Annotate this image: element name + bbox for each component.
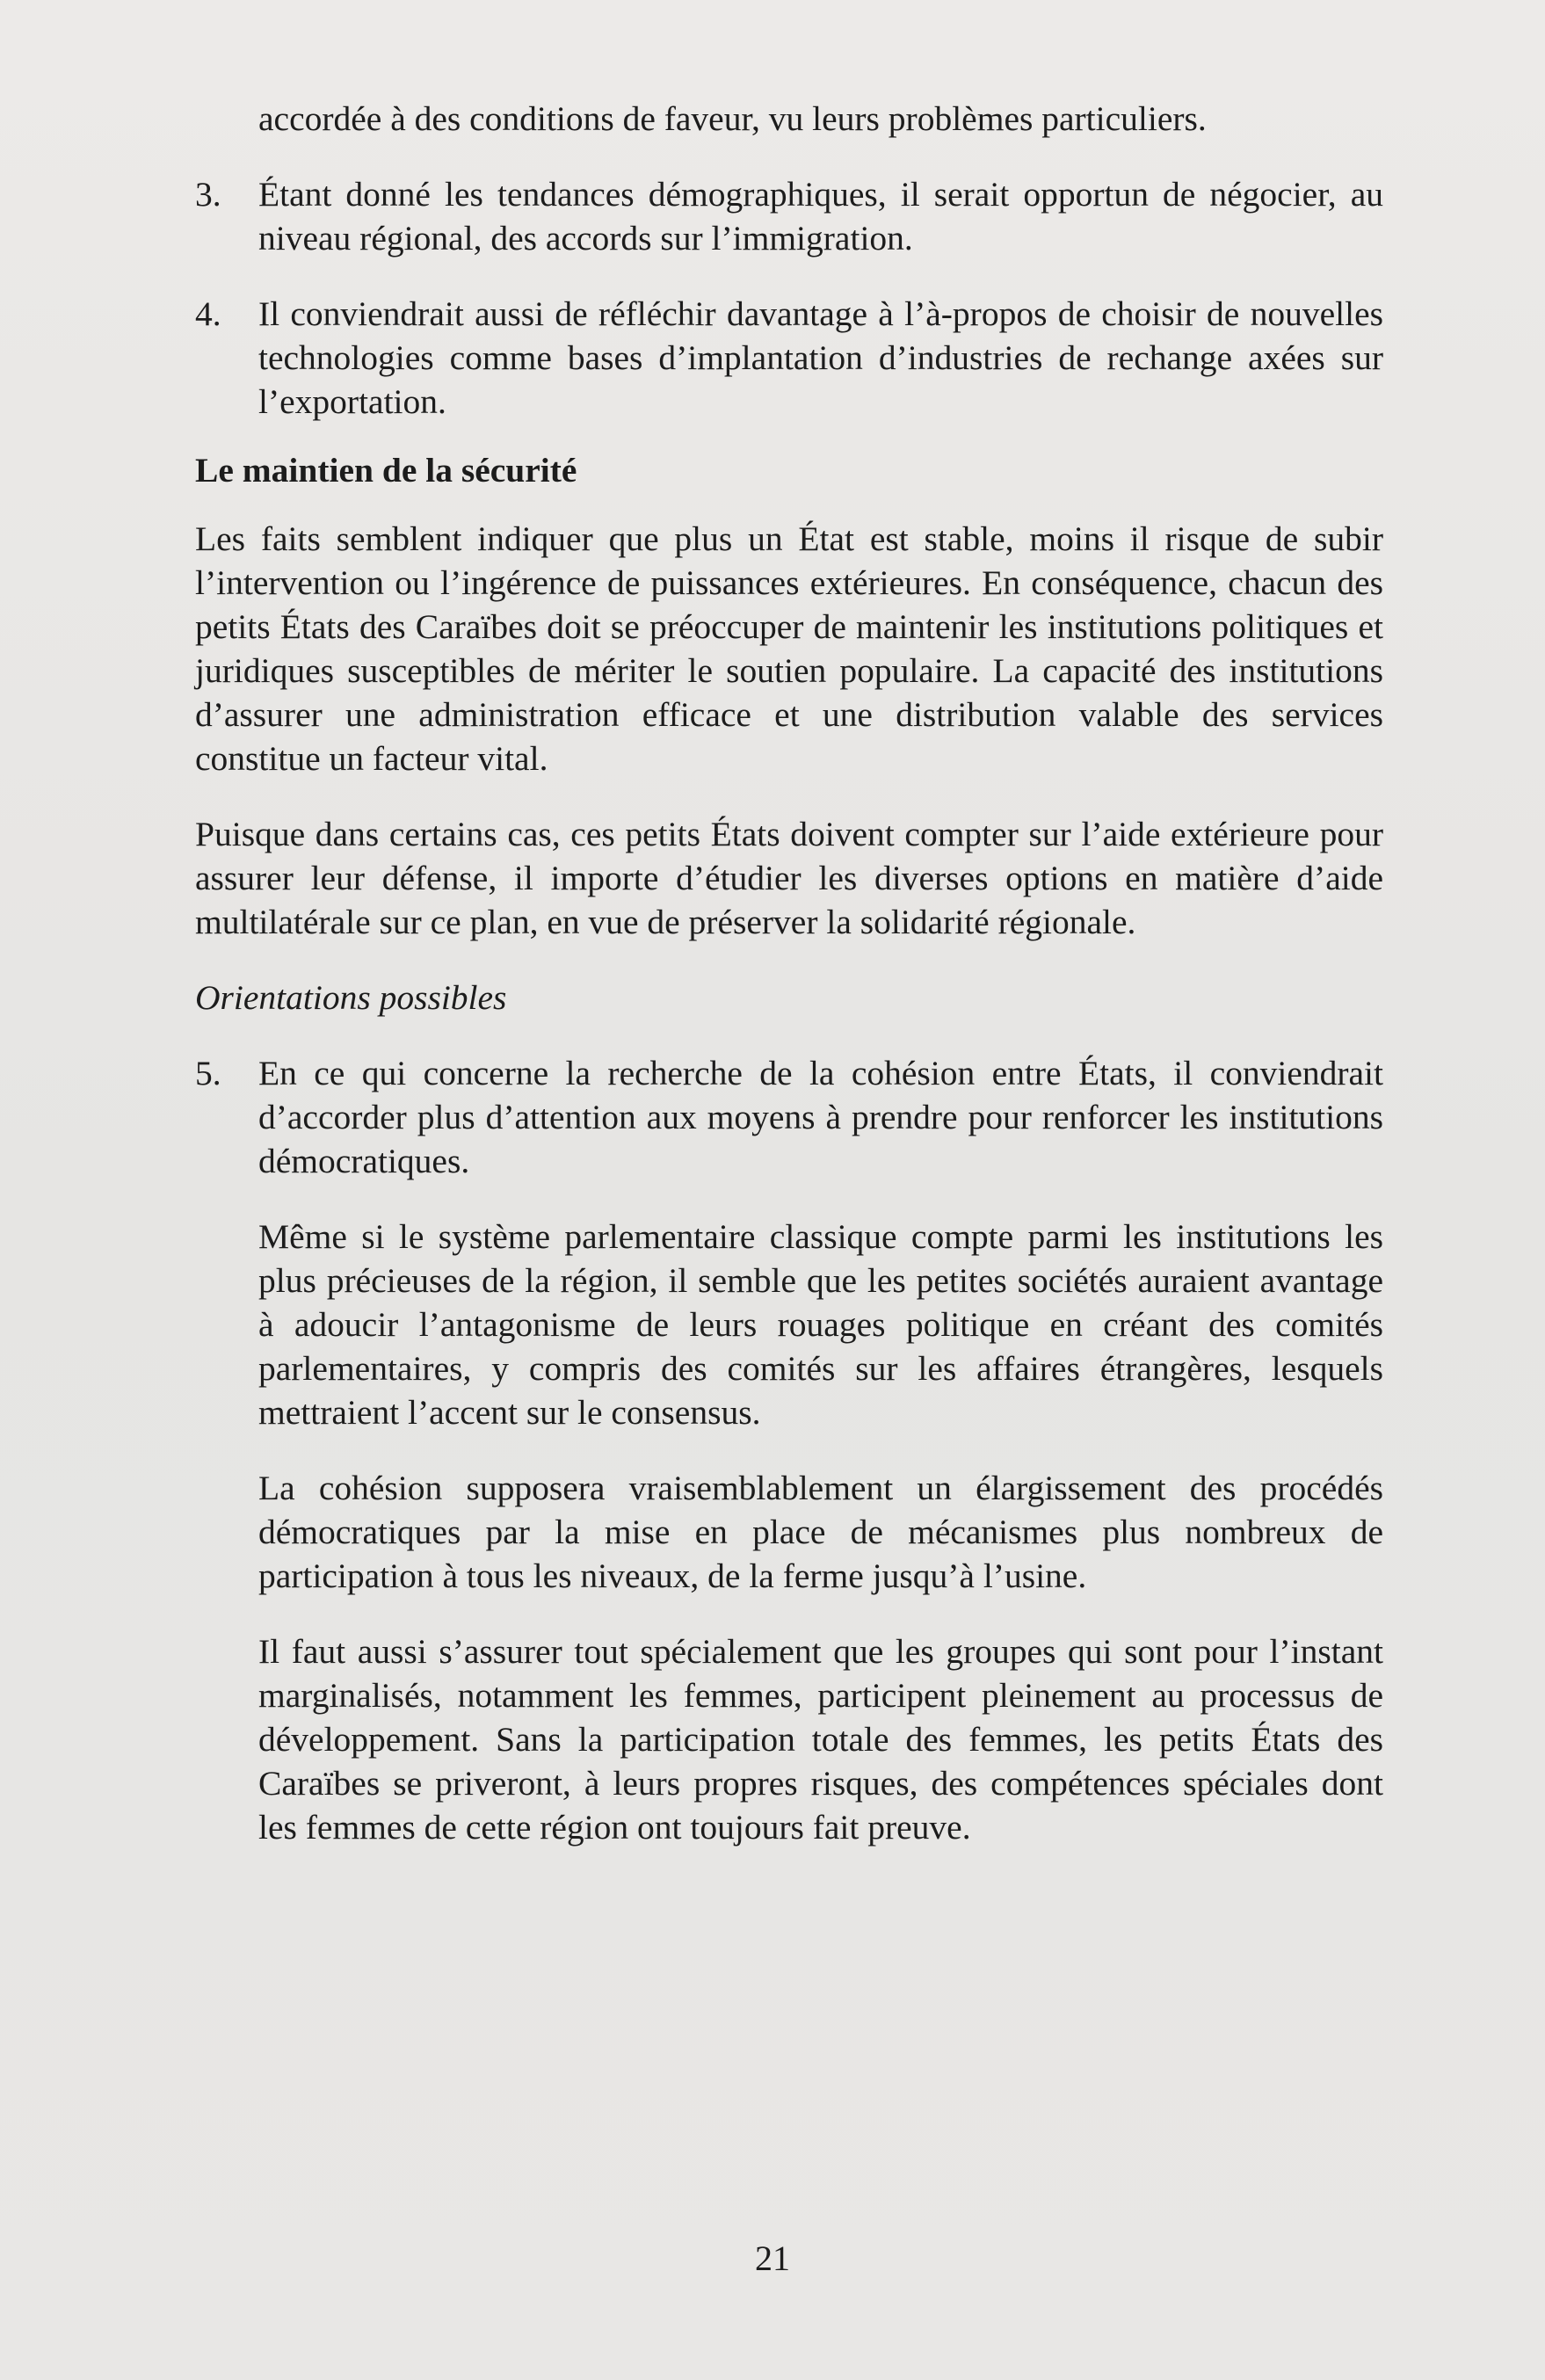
item-text: En ce qui concerne la recherche de la cohésion entre États, il conviendrait d’accorder plus d’attention aux moyens à prendre pour renforcer les institutions démocratiques.: [258, 1054, 1383, 1180]
item-text: Il conviendrait aussi de réfléchir davantage à l’à-propos de choisir de nouvelles technologies comme bases d’implantation d’industries de rechange axées sur l’exportation.: [258, 294, 1383, 421]
numbered-item-3: [195, 172, 1383, 260]
numbered-item-5: [195, 1051, 1383, 1183]
item-number: 5.: [195, 1054, 221, 1092]
page-number: 21: [755, 2239, 790, 2278]
section-paragraph-2: Puisque dans certains cas, ces petits États doivent compter sur l’aide extérieure pour assurer leur défense, il importe d’étudier les diverses options en matière d’aide multilatérale sur ce plan, en vue de préserver la solidarité régionale.: [195, 815, 1383, 941]
item-text: Étant donné les tendances démographiques, il serait opportun de négocier, au niveau régional, des accords sur l’immigration.: [258, 175, 1383, 258]
item-number: 3.: [195, 175, 221, 214]
page-body: [195, 97, 1383, 1849]
intro-paragraph: accordée à des conditions de faveur, vu leurs problèmes particuliers.: [258, 99, 1207, 138]
section-heading: Le maintien de la sécurité: [195, 451, 577, 490]
item-number: 4.: [195, 294, 221, 333]
sub-paragraph-2: La cohésion supposera vraisemblablement un élargissement des procédés démocratiques par la mise en place de mécanismes plus nombreux de participation à tous les niveaux, de la ferme jusqu’à l’usine.: [258, 1469, 1383, 1595]
section-paragraph-1: Les faits semblent indiquer que plus un État est stable, moins il risque de subir l’intervention ou l’ingérence de puissances extérieures. En conséquence, chacun des petits États des Caraïbes doit se préoccuper de maintenir les institutions politiques et juridiques susceptibles de mériter le soutien populaire. La capacité des institutions d’assurer une administration efficace et une distribution valable des services constitue un facteur vital.: [195, 519, 1383, 778]
sub-paragraph-1: Même si le système parlementaire classique compte parmi les institutions les plus précieuses de la région, il semble que les petites sociétés auraient avantage à adoucir l’antagonisme de leurs rouages politique en créant des comités parlementaires, y compris des comités sur les affaires étrangères, lesquels mettraient l’accent sur le consensus.: [258, 1217, 1383, 1432]
sub-paragraph-3: Il faut aussi s’assurer tout spécialement que les groupes qui sont pour l’instant marginalisés, notamment les femmes, participent pleinement au processus de développement. Sans la participation totale des femmes, les petits États des Caraïbes se priveront, à leurs propres risques, des compétences spéciales dont les femmes de cette région ont toujours fait preuve.: [258, 1632, 1383, 1847]
numbered-item-4: [195, 292, 1383, 424]
orientations-heading: Orientations possibles: [195, 978, 507, 1017]
